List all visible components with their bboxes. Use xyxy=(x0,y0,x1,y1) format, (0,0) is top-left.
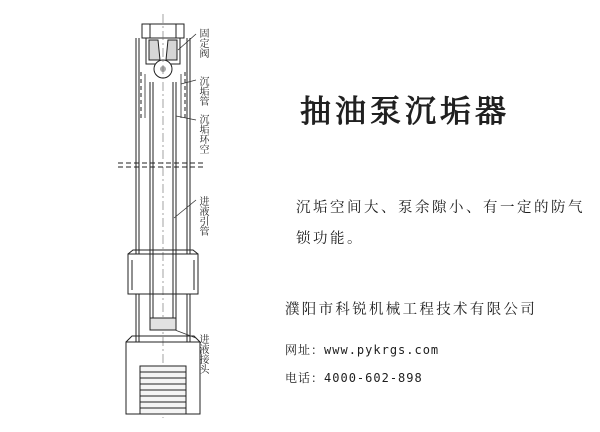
company-name: 濮阳市科锐机械工程技术有限公司 xyxy=(285,302,537,318)
label-annular-space: 沉垢环空 xyxy=(197,114,208,154)
label-inlet-guide-tube: 进液引管 xyxy=(197,196,208,236)
product-title: 抽油泵沉垢器 xyxy=(300,94,510,130)
label-settling-tube: 沉垢管 xyxy=(197,76,208,106)
phone-line xyxy=(285,369,423,386)
product-description: 沉垢空间大、泵余隙小、有一定的防气锁功能。 xyxy=(296,200,585,247)
phone-label: 电话： xyxy=(285,371,325,385)
label-fixed-valve: 固定阀 xyxy=(197,28,208,58)
website-line xyxy=(285,341,439,358)
website-url[interactable]: www.pykrgs.com xyxy=(324,343,440,357)
phone-number: 4000-602-898 xyxy=(324,371,423,385)
label-inlet-joint: 进液接头 xyxy=(197,334,208,374)
website-label: 网址： xyxy=(285,343,325,357)
pump-settler-diagram xyxy=(0,0,260,432)
